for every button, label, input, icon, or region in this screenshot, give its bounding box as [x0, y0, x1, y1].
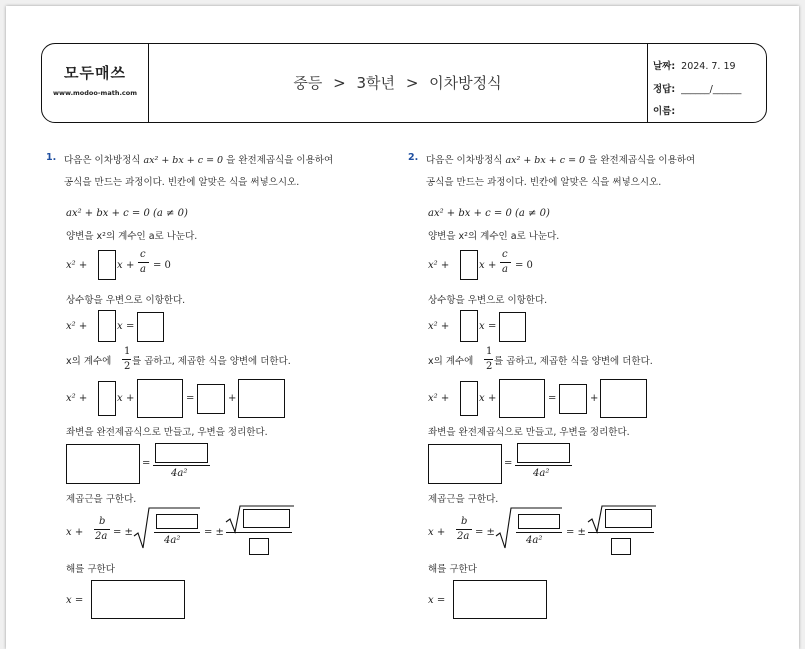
blank-root-numerator[interactable]: [156, 514, 198, 529]
term-x-equals: x =: [66, 595, 84, 606]
step-divide: 양변을 x²의 계수인 a로 나눈다.: [428, 231, 560, 242]
date-label: 날짜:: [653, 61, 676, 72]
problem-prompt-line2: 공식을 만드는 과정이다. 빈칸에 알맞은 식을 써넣으시오.: [426, 177, 662, 188]
fraction-denominator-a: a: [140, 264, 146, 275]
logo-name: 모두매쓰: [64, 64, 126, 82]
equals-plus-minus: = ±: [566, 527, 586, 538]
fraction-bar: [484, 359, 493, 360]
worksheet-header: [41, 43, 767, 123]
meta-cell: [648, 44, 766, 122]
name-row: [653, 103, 675, 117]
fraction-bar: [154, 532, 200, 533]
half-numerator: 1: [486, 346, 493, 357]
term-x: x: [117, 260, 123, 271]
term-x: x: [479, 260, 485, 271]
original-equation: ax² + bx + c = 0 (a ≠ 0): [66, 208, 188, 219]
step-solve: 해를 구한다: [66, 564, 115, 575]
term-x2-plus: x² +: [66, 393, 88, 404]
problem-prompt-line2: 공식을 만드는 과정이다. 빈칸에 알맞은 식을 써넣으시오.: [64, 177, 300, 188]
fraction-bar: [94, 529, 110, 530]
blank-square-term-right[interactable]: [238, 379, 285, 418]
fraction-numerator-c: c: [502, 249, 508, 260]
plus-sign: +: [590, 393, 599, 404]
logo-cell: [42, 44, 149, 122]
equals-plus-minus: = ±: [113, 527, 133, 538]
blank-b-over-a[interactable]: [98, 310, 116, 342]
equals-sign: =: [548, 393, 557, 404]
fraction-denominator-2a: 2a: [95, 531, 108, 542]
breadcrumb-separator: >: [333, 74, 346, 92]
step-move-constant: 상수항을 우변으로 이항한다.: [66, 295, 186, 306]
equals-sign: =: [488, 321, 497, 332]
term-x2-plus: x² +: [66, 321, 88, 332]
half-denominator: 2: [124, 361, 131, 372]
blank-b-over-a[interactable]: [460, 250, 478, 280]
step-complete-square: [428, 353, 473, 367]
breadcrumb-separator: >: [405, 74, 419, 92]
term-x2-plus: x² +: [66, 260, 88, 271]
equals-zero: = 0: [515, 260, 533, 271]
blank-root-numerator[interactable]: [518, 514, 560, 529]
logo-url: www.modoo-math.com: [52, 89, 138, 97]
plus-sign: +: [126, 260, 135, 271]
answer-label: 정답:: [653, 84, 676, 95]
denominator-4a2: 4a²: [526, 535, 543, 546]
step-complete-square-rest: 를 곱하고, 제곱한 식을 양변에 더한다.: [132, 356, 291, 367]
breadcrumb-grade: 3학년: [356, 74, 396, 92]
term-x: x: [117, 321, 123, 332]
prompt-equation: ax² + bx + c = 0: [505, 155, 586, 166]
date-value: 2024. 7. 19: [681, 61, 736, 72]
blank-quadratic-formula[interactable]: [453, 580, 547, 619]
plus-sign: +: [228, 393, 237, 404]
step-text: x의 계수에: [66, 356, 112, 367]
breadcrumb-cell: [148, 44, 648, 122]
prompt-text: 을 완전제곱식을 이용하여: [588, 155, 696, 166]
fraction-bar: [138, 262, 149, 263]
original-equation: ax² + bx + c = 0 (a ≠ 0): [428, 208, 550, 219]
term-x2-plus: x² +: [428, 393, 450, 404]
prompt-equation: ax² + bx + c = 0: [143, 155, 224, 166]
blank-square-term[interactable]: [499, 379, 545, 418]
equals-sign: =: [126, 321, 135, 332]
blank-discriminant[interactable]: [243, 509, 290, 528]
worksheet-page: [6, 6, 799, 649]
step-square-root: 제곱근을 구한다.: [428, 494, 499, 505]
answer-row: [653, 81, 741, 95]
term-x2-plus: x² +: [428, 321, 450, 332]
denominator-4a2: 4a²: [533, 468, 550, 479]
step-perfect-square: 좌변을 완전제곱식으로 만들고, 우변을 정리한다.: [66, 427, 268, 438]
step-complete-square: [66, 353, 111, 367]
answer-value: ______/______: [681, 84, 742, 95]
blank-numerator[interactable]: [517, 443, 570, 463]
name-label: 이름:: [653, 106, 676, 117]
blank-minus-c-over-a[interactable]: [137, 312, 164, 342]
term-x: x: [479, 321, 485, 332]
half-denominator: 2: [486, 361, 493, 372]
blank-perfect-square[interactable]: [428, 444, 502, 484]
denominator-4a2: 4a²: [171, 468, 188, 479]
blank-constant[interactable]: [559, 384, 587, 414]
term-x-plus: x +: [66, 527, 84, 538]
blank-minus-c-over-a[interactable]: [499, 312, 526, 342]
blank-denominator[interactable]: [249, 538, 269, 555]
step-solve: 해를 구한다: [428, 564, 477, 575]
breadcrumb: [148, 72, 647, 93]
fraction-numerator-b: b: [99, 516, 106, 527]
problem-number: 2.: [408, 152, 419, 163]
fraction-bar: [500, 262, 511, 263]
problem-2: [408, 152, 738, 632]
blank-discriminant[interactable]: [605, 509, 652, 528]
blank-b-over-a[interactable]: [98, 381, 116, 416]
fraction-denominator-2a: 2a: [457, 531, 470, 542]
term-x2-plus: x² +: [428, 260, 450, 271]
blank-numerator[interactable]: [155, 443, 208, 463]
problem-prompt: [64, 152, 333, 166]
equals-sign: =: [186, 393, 195, 404]
equals-plus-minus: = ±: [204, 527, 224, 538]
fraction-denominator-a: a: [502, 264, 508, 275]
breadcrumb-level: 중등: [293, 74, 323, 92]
blank-b-over-a[interactable]: [460, 381, 478, 416]
fraction-numerator-c: c: [140, 249, 146, 260]
denominator-4a2: 4a²: [164, 535, 181, 546]
problem-prompt: [426, 152, 695, 166]
equals-sign: =: [142, 458, 151, 469]
step-text: x의 계수에: [428, 356, 474, 367]
fraction-bar: [122, 359, 131, 360]
blank-constant[interactable]: [197, 384, 225, 414]
prompt-text: 다음은 이차방정식: [426, 155, 503, 166]
blank-square-term[interactable]: [137, 379, 183, 418]
step-move-constant: 상수항을 우변으로 이항한다.: [428, 295, 548, 306]
blank-denominator[interactable]: [611, 538, 631, 555]
term-x: x: [117, 393, 123, 404]
fraction-numerator-b: b: [461, 516, 468, 527]
breadcrumb-topic: 이차방정식: [429, 74, 502, 92]
equals-zero: = 0: [153, 260, 171, 271]
blank-quadratic-formula[interactable]: [91, 580, 185, 619]
problem-1: [46, 152, 376, 632]
term-x-plus: x +: [428, 527, 446, 538]
step-complete-square-rest: 를 곱하고, 제곱한 식을 양변에 더한다.: [494, 356, 653, 367]
equals-plus-minus: = ±: [475, 527, 495, 538]
prompt-text: 다음은 이차방정식: [64, 155, 141, 166]
blank-perfect-square[interactable]: [66, 444, 140, 484]
blank-b-over-a[interactable]: [98, 250, 116, 280]
term-x: x: [479, 393, 485, 404]
fraction-bar: [456, 529, 472, 530]
problem-number: 1.: [46, 152, 57, 163]
blank-square-term-right[interactable]: [600, 379, 647, 418]
fraction-bar: [516, 532, 562, 533]
blank-b-over-a[interactable]: [460, 310, 478, 342]
fraction-bar: [226, 532, 292, 533]
plus-sign: +: [488, 393, 497, 404]
plus-sign: +: [488, 260, 497, 271]
fraction-bar: [153, 465, 210, 466]
equals-sign: =: [504, 458, 513, 469]
step-perfect-square: 좌변을 완전제곱식으로 만들고, 우변을 정리한다.: [428, 427, 630, 438]
plus-sign: +: [126, 393, 135, 404]
step-divide: 양변을 x²의 계수인 a로 나눈다.: [66, 231, 198, 242]
term-x-equals: x =: [428, 595, 446, 606]
step-square-root: 제곱근을 구한다.: [66, 494, 137, 505]
date-row: [653, 58, 736, 72]
half-numerator: 1: [124, 346, 131, 357]
fraction-bar: [515, 465, 572, 466]
prompt-text: 을 완전제곱식을 이용하여: [226, 155, 334, 166]
fraction-bar: [588, 532, 654, 533]
